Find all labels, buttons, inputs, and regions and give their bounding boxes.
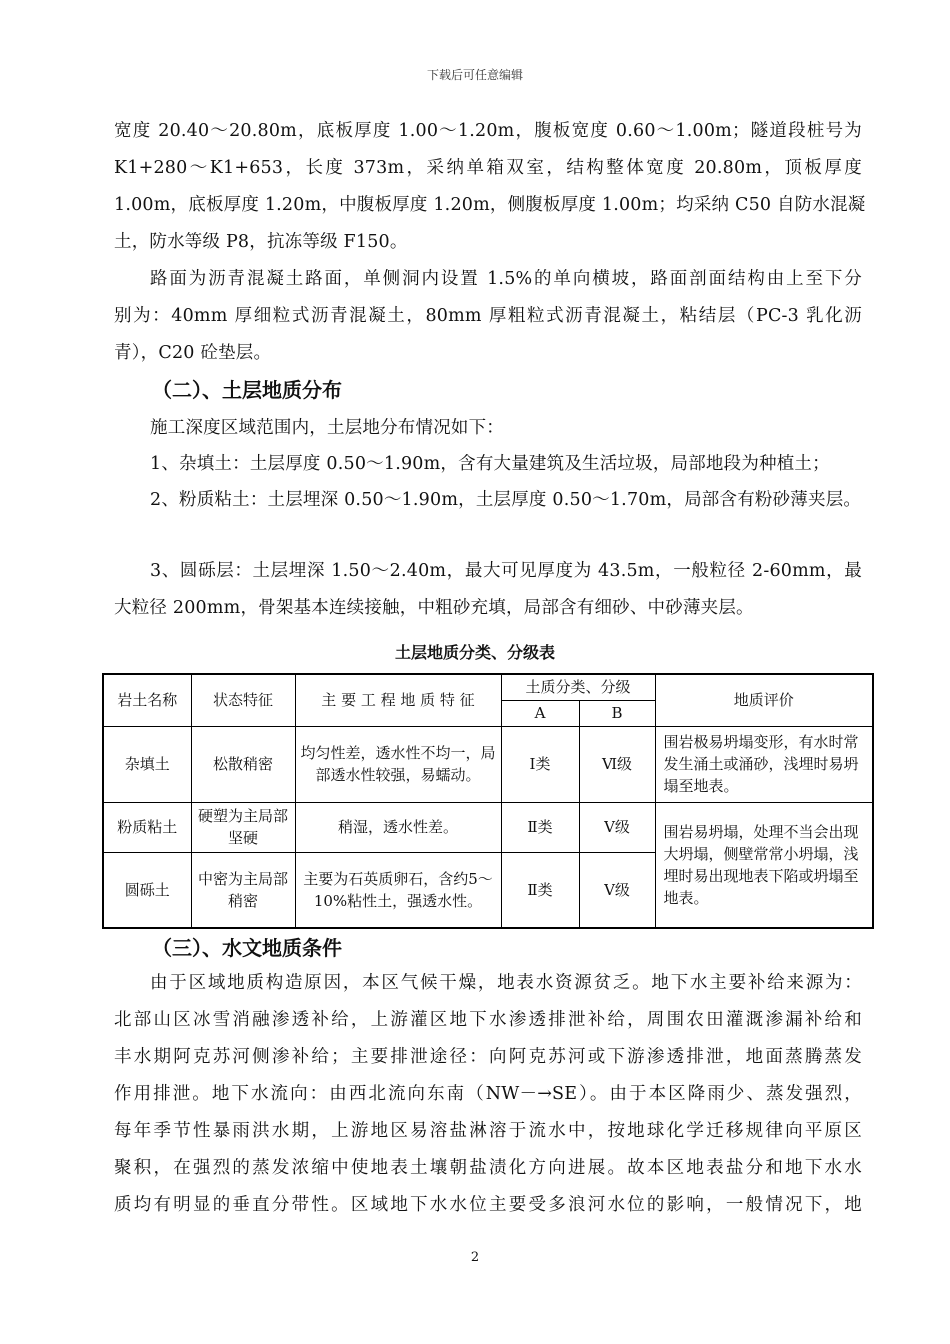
- text-line: 2、粉质粘土：土层埋深 0.50～1.90m，土层厚度 0.50～1.70m，局部含有粉砂薄夹层。: [150, 490, 862, 510]
- text-line: 土，防水等级 P8，抗冻等级 F150。: [114, 232, 408, 252]
- text-line: 每年季节性暴雨洪水期，上游地区易溶盐淋溶于流水中，按地球化学迁移规律向平原区: [114, 1121, 862, 1141]
- cell-name: 杂填土: [103, 726, 191, 802]
- cell-feature: 均匀性差，透水性不均一，局部透水性较强，易蠕动。: [295, 726, 501, 802]
- cell-a: Ⅱ类: [501, 852, 579, 928]
- text-line: 大粒径 200mm，骨架基本连续接触，中粗砂充填，局部含有细砂、中砂薄夹层。: [114, 598, 754, 618]
- cell-feature: 稍湿，透水性差。: [295, 802, 501, 852]
- header-b: B: [579, 700, 655, 726]
- text-line: 作用排泄。地下水流向：由西北流向东南（NW－→SE）。由于本区降雨少、蒸发强烈，: [114, 1084, 862, 1104]
- page-number: 2: [470, 1250, 480, 1265]
- text-line: K1+280～K1+653，长度 373m，采纳单箱双室，结构整体宽度 20.80m，顶板厚度: [114, 158, 862, 178]
- table-row: [103, 802, 873, 852]
- text-line: 路面为沥青混凝土路面，单侧洞内设置 1.5%的单向横坡，路面剖面结构由上至下分: [150, 269, 862, 289]
- cell-b: Ⅴ级: [579, 802, 655, 852]
- table-caption: 土层地质分类、分级表: [394, 643, 555, 662]
- text-line: 北部山区冰雪消融渗透补给，上游灌区地下水渗透排泄补给，周围农田灌溉渗漏补给和: [114, 1010, 862, 1030]
- text-line: 施工深度区域范围内，土层地分布情况如下：: [150, 418, 504, 438]
- cell-b: Ⅴ级: [579, 852, 655, 928]
- cell-a: Ⅰ类: [501, 726, 579, 802]
- cell-name: 圆砾土: [103, 852, 191, 928]
- table-row: [103, 726, 873, 802]
- text-line: 宽度 20.40～20.80m，底板厚度 1.00～1.20m，腹板宽度 0.60～1.00m；隧道段桩号为: [114, 121, 862, 141]
- cell-state: 松散稍密: [191, 726, 295, 802]
- header-eval: 地质评价: [655, 674, 873, 726]
- text-line: 3、圆砾层：土层埋深 1.50～2.40m，最大可见厚度为 43.5m，一般粒径 2-60mm，最: [150, 561, 862, 581]
- text-line: 别为：40mm 厚细粒式沥青混凝土，80mm 厚粗粒式沥青混凝土，粘结层（PC-3 乳化沥: [114, 306, 862, 326]
- section-heading: （三）、水文地质条件: [152, 936, 342, 960]
- header-feature: 主 要 工 程 地 质 特 征: [295, 674, 501, 726]
- cell-state: 硬塑为主局部坚硬: [191, 802, 295, 852]
- cell-eval: 围岩极易坍塌变形，有水时常发生涌土或涌砂，浅埋时易坍塌至地表。: [655, 726, 873, 802]
- geology-table: [102, 673, 874, 929]
- text-line: 1、杂填土：土层厚度 0.50～1.90m，含有大量建筑及生活垃圾，局部地段为种植土；: [150, 454, 830, 474]
- cell-state: 中密为主局部稍密: [191, 852, 295, 928]
- cell-feature: 主要为石英质卵石，含约5～10%粘性土，强透水性。: [295, 852, 501, 928]
- header-state: 状态特征: [191, 674, 295, 726]
- page-header: 下载后可任意编辑: [426, 68, 523, 82]
- text-line: 质均有明显的垂直分带性。区域地下水水位主要受多浪河水位的影响，一般情况下，地: [114, 1195, 862, 1215]
- text-line: 青），C20 砼垫层。: [114, 343, 272, 363]
- section-heading: （二）、土层地质分布: [152, 378, 342, 402]
- cell-eval: 围岩易坍塌，处理不当会出现大坍塌，侧壁常常小坍塌，浅埋时易出现地表下陷或坍塌至地表。: [655, 802, 873, 928]
- cell-name: 粉质粘土: [103, 802, 191, 852]
- header-a: A: [501, 700, 579, 726]
- text-line: 丰水期阿克苏河侧渗补给；主要排泄途径：向阿克苏河或下游渗透排泄，地面蒸腾蒸发: [114, 1047, 862, 1067]
- text-line: 1.00m，底板厚度 1.20m，中腹板厚度 1.20m，侧腹板厚度 1.00m；均采纳 C50 自防水混凝: [114, 195, 866, 215]
- text-line: 聚积，在强烈的蒸发浓缩中使地表土壤朝盐渍化方向进展。故本区地表盐分和地下水水: [114, 1158, 862, 1178]
- text-line: 由于区域地质构造原因，本区气候干燥，地表水资源贫乏。地下水主要补给来源为：: [150, 973, 862, 993]
- header-name: 岩土名称: [103, 674, 191, 726]
- cell-b: Ⅵ级: [579, 726, 655, 802]
- header-class-group: 土质分类、分级: [501, 674, 655, 700]
- cell-a: Ⅱ类: [501, 802, 579, 852]
